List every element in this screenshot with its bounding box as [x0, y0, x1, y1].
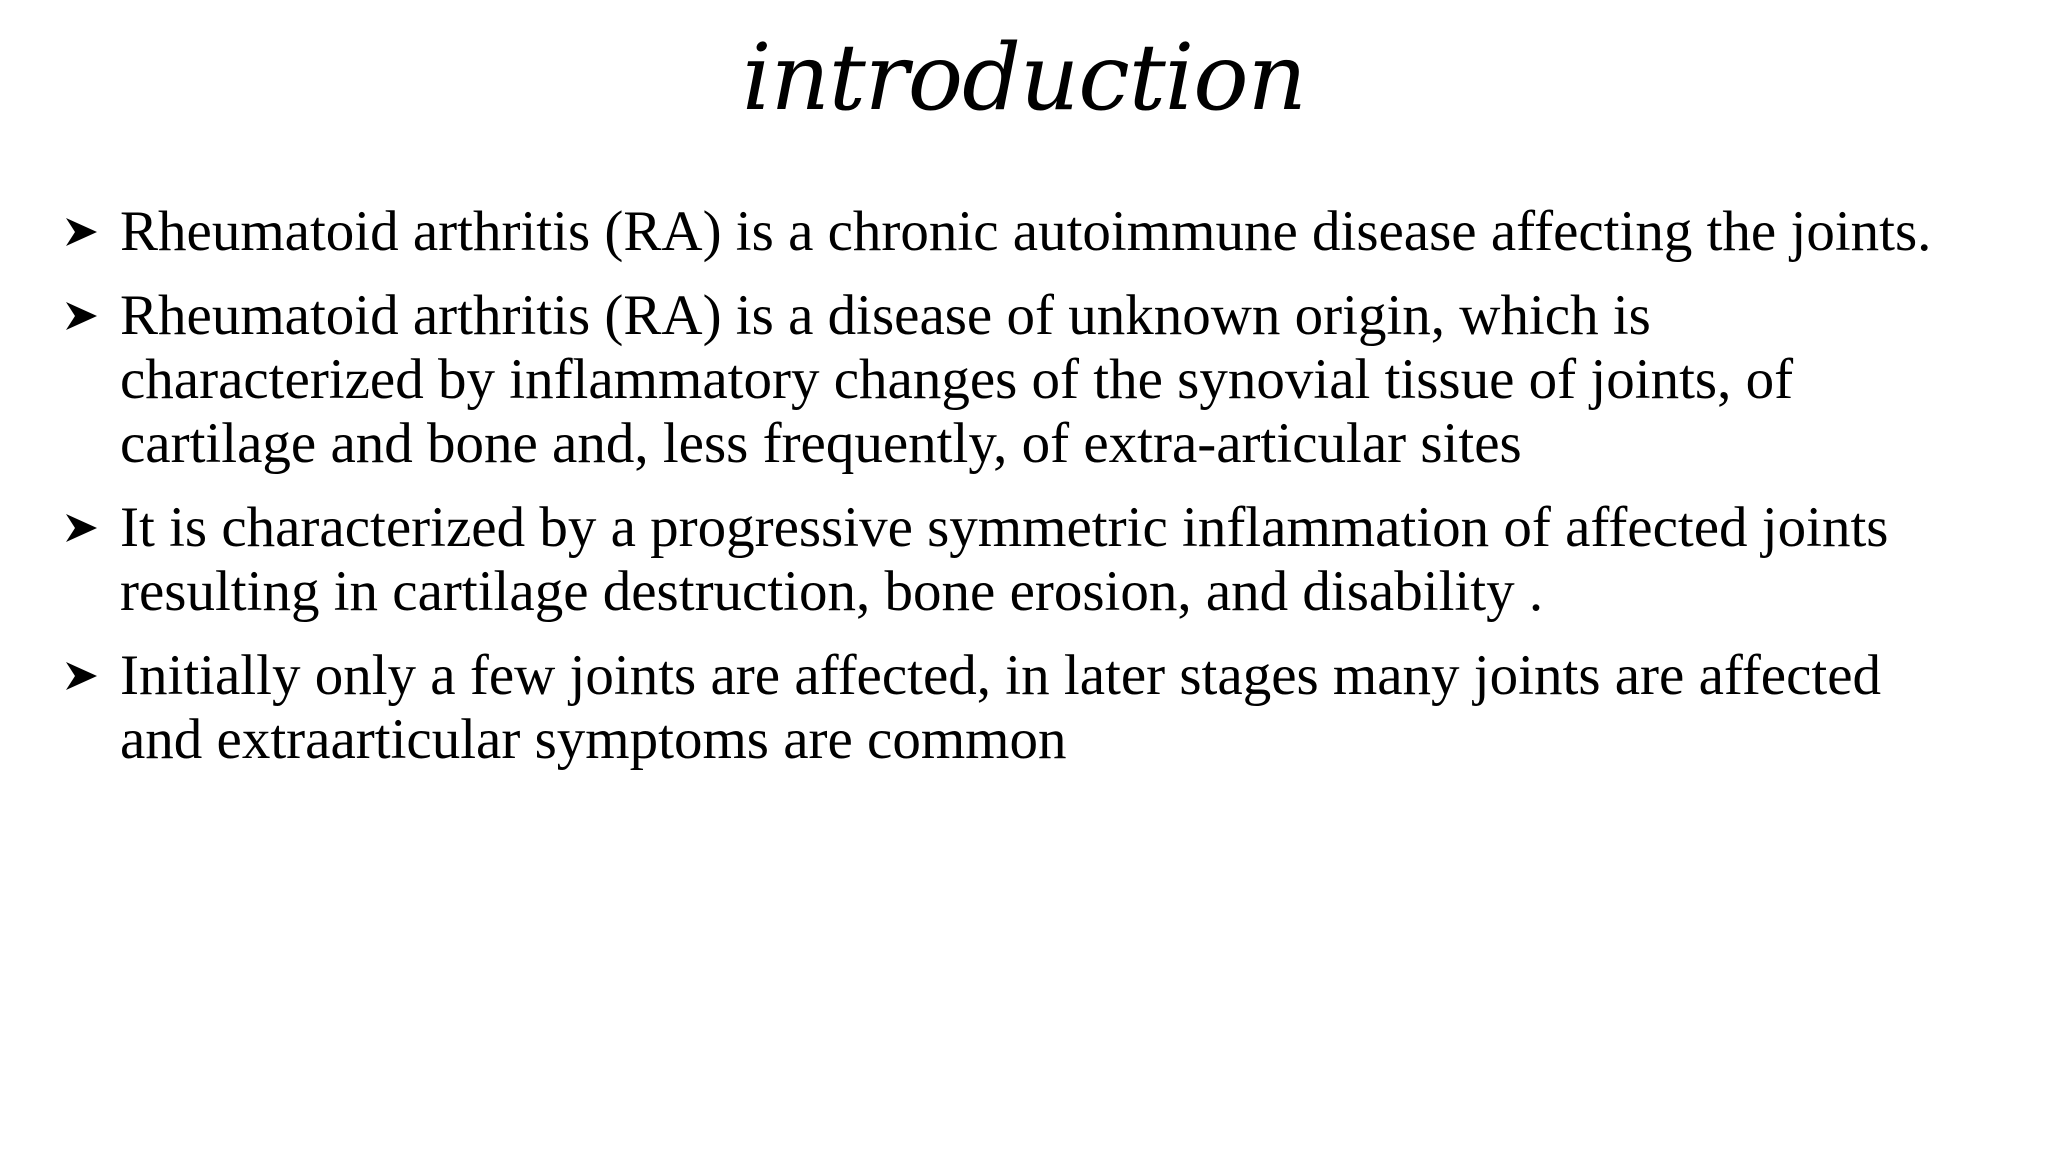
arrowhead-bullet-icon	[64, 200, 108, 264]
arrowhead-bullet-icon	[64, 496, 108, 560]
bullet-text: Rheumatoid arthritis (RA) is a chronic autoimmune disease affecting the joints.	[120, 200, 1932, 263]
bullet-list	[0, 200, 2048, 792]
slide-title: introduction	[742, 24, 1306, 131]
arrowhead-bullet-icon	[64, 644, 108, 708]
bullet-item	[0, 284, 2048, 476]
bullet-item	[0, 496, 2048, 624]
bullet-item	[0, 644, 2048, 772]
bullet-text: Initially only a few joints are affected, in later stages many joints are affected and extraarticular symptoms are common	[120, 644, 1882, 771]
arrowhead-bullet-icon	[64, 284, 108, 348]
bullet-text: It is characterized by a progressive symmetric inflammation of affected joints resulting in cartilage destruction, bone erosion, and disability .	[120, 496, 1889, 623]
bullet-item	[0, 200, 2048, 264]
bullet-text: Rheumatoid arthritis (RA) is a disease of unknown origin, which is characterized by inflammatory changes of the synovial tissue of joints, of cartilage and bone and, less frequently, of extra-articular sites	[120, 284, 1794, 475]
